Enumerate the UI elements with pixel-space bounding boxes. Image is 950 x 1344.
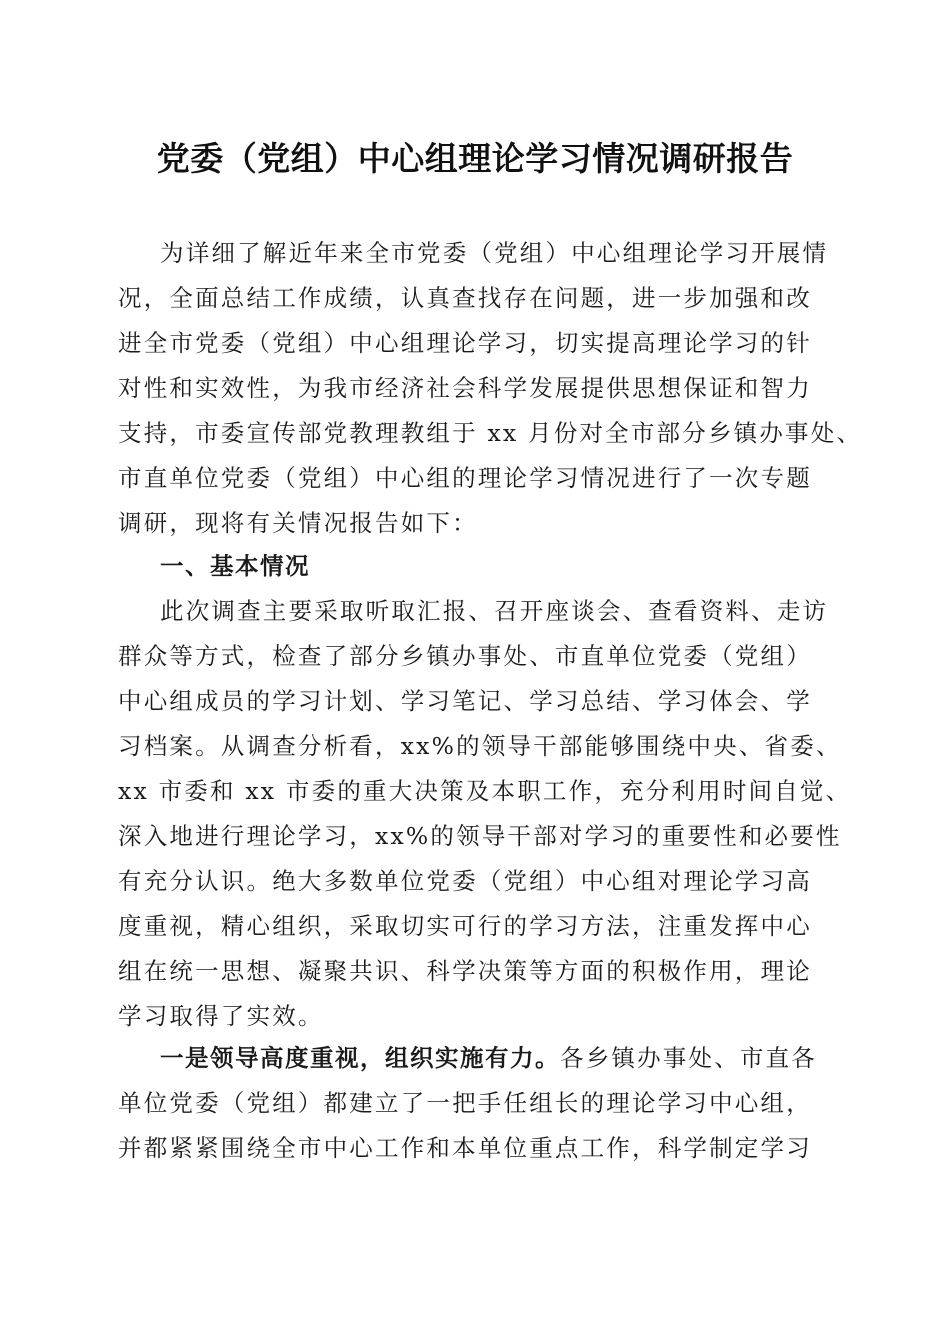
point1-line-2: 单位党委（党组）都建立了一把手任组长的理论学习中心组， [118, 1089, 812, 1117]
intro-line-5: 支持，市委宣传部党教理教组于 xx 月份对全市部分乡镇办事处、 [118, 419, 863, 447]
point1-line-1 [160, 1043, 817, 1073]
point1-bold-lead: 一是领导高度重视，组织实施有力。 [160, 1044, 560, 1072]
section1-line-6: 深入地进行理论学习，xx%的领导干部对学习的重要性和必要性 [118, 822, 842, 850]
section1-line-7: 有充分认识。绝大多数单位党委（党组）中心组对理论学习高 [118, 867, 812, 895]
section1-line-4: 习档案。从调查分析看，xx%的领导干部能够围绕中央、省委、 [118, 732, 842, 760]
section1-line-2: 群众等方式，检查了部分乡镇办事处、市直单位党委（党组） [118, 642, 812, 670]
section1-line-3: 中心组成员的学习计划、学习笔记、学习总结、学习体会、学 [118, 687, 812, 715]
intro-line-3: 进全市党委（党组）中心组理论学习，切实提高理论学习的针 [118, 329, 812, 357]
section1-line-9: 组在统一思想、凝聚共识、科学决策等方面的积极作用，理论 [118, 957, 812, 985]
intro-line-1: 为详细了解近年来全市党委（党组）中心组理论学习开展情 [160, 239, 829, 267]
intro-line-7: 调研，现将有关情况报告如下： [118, 509, 478, 537]
intro-line-4: 对性和实效性，为我市经济社会科学发展提供思想保证和智力 [118, 374, 812, 402]
point1-first-rest: 各乡镇办事处、市直各 [560, 1044, 817, 1072]
section1-line-1: 此次调查主要采取听取汇报、召开座谈会、查看资料、走访 [160, 597, 829, 625]
intro-line-2: 况，全面总结工作成绩，认真查找存在问题，进一步加强和改 [118, 284, 812, 312]
point1-line-3: 并都紧紧围绕全市中心工作和本单位重点工作，科学制定学习 [118, 1134, 812, 1162]
section1-line-5: xx 市委和 xx 市委的重大决策及本职工作，充分利用时间自觉、 [118, 777, 852, 805]
document-title: 党委（党组）中心组理论学习情况调研报告 [156, 139, 794, 178]
section1-line-10: 学习取得了实效。 [118, 1002, 324, 1030]
intro-line-6: 市直单位党委（党组）中心组的理论学习情况进行了一次专题 [118, 464, 812, 492]
section1-line-8: 度重视，精心组织，采取切实可行的学习方法，注重发挥中心 [118, 912, 812, 940]
section-heading-basic: 一、基本情况 [160, 552, 310, 580]
